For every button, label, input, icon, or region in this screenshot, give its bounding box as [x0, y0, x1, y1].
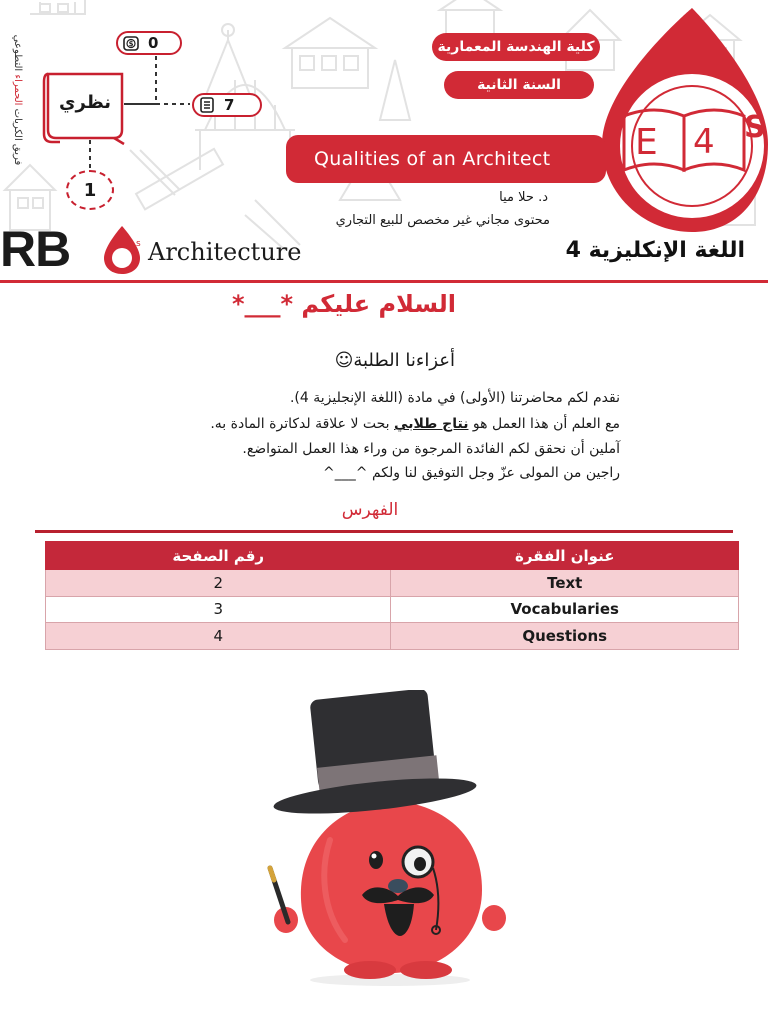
year-label: السنة الثانية: [477, 77, 561, 93]
intro-line-2-end: بحت لا علاقة لدكاترة المادة به.: [210, 416, 395, 432]
lecture-title: Qualities of an Architect: [314, 148, 551, 170]
col-page-header: رقم الصفحة: [46, 542, 391, 570]
index-divider: [35, 530, 733, 533]
year-banner: [444, 71, 594, 99]
index-table: [45, 541, 739, 650]
brand-drop-icon: [100, 222, 144, 278]
intro-line-2: [100, 416, 620, 432]
table-row: [46, 623, 739, 650]
mascot-illustration: [250, 690, 530, 990]
row-title: Questions: [391, 623, 739, 650]
row-page: 4: [46, 623, 391, 650]
lecture-number-badge: [66, 170, 114, 210]
intro-line-1: نقدم لكم محاضرتنا (الأولى) في مادة (اللغة الإنجليزية 4).: [289, 390, 620, 406]
side-credit-prefix: فريق الكريات: [12, 105, 23, 166]
table-row: [46, 570, 739, 597]
brand-rb: RB: [0, 221, 71, 277]
lecture-title-banner: [286, 135, 606, 183]
page-count-value: 7: [224, 96, 235, 114]
document-icon: [198, 96, 216, 114]
dear-students: أعزاءنا الطلبة☺: [334, 350, 455, 371]
brand-architecture: Architecture: [148, 238, 302, 266]
svg-text:s: s: [136, 239, 141, 249]
logo-letter-s: S: [744, 110, 766, 145]
salam-heading: السلام عليكم *___*: [231, 290, 457, 318]
logo-letter-e: E: [635, 122, 658, 163]
e4s-logo: [572, 4, 768, 236]
intro-line-4: راجين من المولى عزّ وجل التوفيق لنا ولكم ^___^: [323, 465, 620, 481]
table-row: [46, 596, 739, 623]
svg-text:$: $: [128, 40, 134, 48]
header-divider: [0, 280, 768, 283]
row-title: Text: [391, 570, 739, 597]
counter-top-value: 0: [148, 34, 159, 52]
course-title: اللغة الإنكليزية 4: [565, 238, 745, 263]
page-count-pill: [192, 93, 262, 117]
free-content-notice: محتوى مجاني غير مخصص للبيع التجاري: [335, 213, 550, 228]
college-name: كلية الهندسة المعمارية: [437, 39, 595, 55]
intro-line-3: آملين أن نحقق لكم الفائدة المرجوة من وراء هذا العمل المتواضع.: [242, 441, 620, 457]
lecture-number: 1: [83, 179, 97, 201]
index-title: الفهرس: [341, 500, 399, 520]
index-table-header: [46, 542, 739, 570]
intro-line-2-start: مع العلم أن هذا العمل هو: [468, 416, 620, 432]
logo-digit-4: 4: [693, 122, 715, 162]
college-banner: [432, 33, 600, 61]
col-title-header: عنوان الفقرة: [391, 542, 739, 570]
doctor-name: د. حلا ميا: [499, 190, 548, 205]
side-credit-red: الحمراء: [12, 74, 23, 106]
row-page: 2: [46, 570, 391, 597]
row-page: 3: [46, 596, 391, 623]
student-work-emphasis: نتاج طلابي: [394, 416, 469, 432]
row-title: Vocabularies: [391, 596, 739, 623]
scroll-label: نظري: [59, 92, 111, 113]
side-credit-suffix: التطوعي: [12, 34, 23, 75]
